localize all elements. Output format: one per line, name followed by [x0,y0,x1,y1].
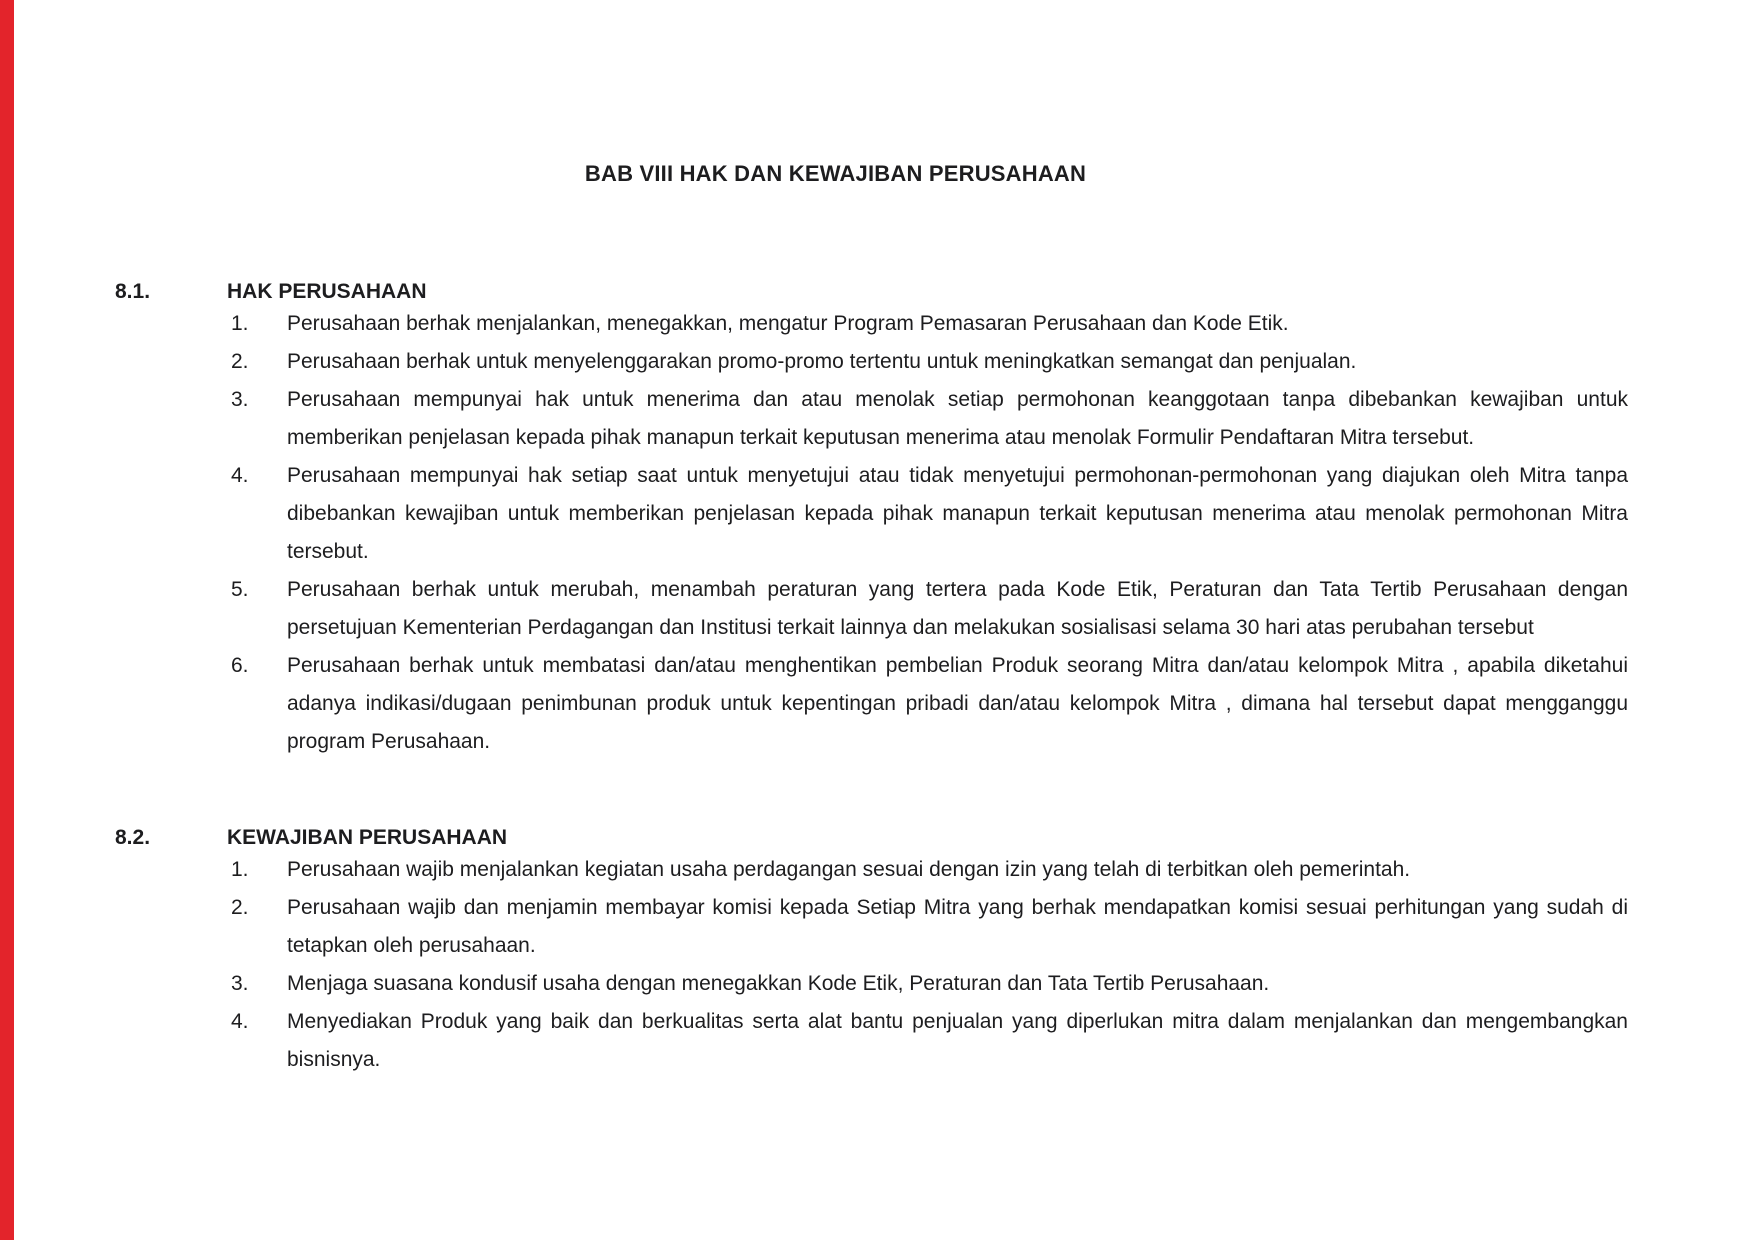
section-number: 8.2. [115,826,151,849]
section-item-list [115,305,1628,761]
section-kewajiban-perusahaan [115,825,1628,1079]
list-item-text: Menyediakan Produk yang baik dan berkualitas serta alat bantu penjualan yang diperlukan mitra dalam menjalankan dan mengembangkan bisnisnya. [287,1010,1628,1071]
list-item-text: Perusahaan berhak untuk menyelenggarakan promo-promo tertentu untuk meningkatkan semangat dan penjualan. [287,350,1357,373]
list-item-number: 6. [231,654,249,677]
list-item-number: 2. [231,350,249,373]
list-item-text: Perusahaan wajib dan menjamin membayar komisi kepada Setiap Mitra yang berhak mendapatkan komisi sesuai perhitungan yang sudah di tetapkan oleh perusahaan. [287,896,1628,957]
list-item-number: 4. [231,464,249,487]
section-heading: HAK PERUSAHAAN [227,280,427,303]
list-item [115,457,1628,571]
list-item [115,1003,1628,1079]
list-item-number: 4. [231,1010,249,1033]
list-item-number: 1. [231,858,249,881]
list-item [115,305,1628,343]
list-item [115,851,1628,889]
list-item-number: 5. [231,578,249,601]
list-item-text: Perusahaan wajib menjalankan kegiatan usaha perdagangan sesuai dengan izin yang telah di terbitkan oleh pemerintah. [287,858,1411,881]
section-item-list [115,851,1628,1079]
list-item-text: Perusahaan mempunyai hak setiap saat untuk menyetujui atau tidak menyetujui permohonan-permohonan yang diajukan oleh Mitra tanpa dibebankan kewajiban untuk memberikan penjelasan kepada pihak manapun terkait keputusan menerima atau menolak permohonan Mitra tersebut. [287,464,1628,563]
list-item-number: 3. [231,388,249,411]
list-item [115,381,1628,457]
list-item-number: 2. [231,896,249,919]
list-item [115,343,1628,381]
list-item-number: 1. [231,312,249,335]
list-item-text: Menjaga suasana kondusif usaha dengan menegakkan Kode Etik, Peraturan dan Tata Tertib Perusahaan. [287,972,1270,995]
list-item-text: Perusahaan berhak menjalankan, menegakkan, mengatur Program Pemasaran Perusahaan dan Kode Etik. [287,312,1289,335]
list-item-number: 3. [231,972,249,995]
left-edge-red-stripe [0,0,14,1240]
section-hak-perusahaan [115,279,1628,761]
section-header [115,279,1628,305]
chapter-title: BAB VIII HAK DAN KEWAJIBAN PERUSAHAAN [584,161,1087,186]
list-item-text: Perusahaan berhak untuk merubah, menambah peraturan yang tertera pada Kode Etik, Peraturan dan Tata Tertib Perusahaan dengan persetujuan Kementerian Perdagangan dan Institusi terkait lainnya dan melakukan sosialisasi selama 30 hari atas perubahan tersebut [287,578,1628,639]
list-item-text: Perusahaan berhak untuk membatasi dan/atau menghentikan pembelian Produk seorang Mitra dan/atau kelompok Mitra , apabila diketahui adanya indikasi/dugaan penimbunan produk untuk kepentingan pribadi dan/atau kelompok Mitra , dimana hal tersebut dapat mengganggu program Perusahaan. [287,654,1628,753]
list-item [115,647,1628,761]
list-item [115,889,1628,965]
list-item [115,571,1628,647]
section-header [115,825,1628,851]
section-heading: KEWAJIBAN PERUSAHAAN [227,826,508,849]
list-item-text: Perusahaan mempunyai hak untuk menerima dan atau menolak setiap permohonan keanggotaan tanpa dibebankan kewajiban untuk memberikan penjelasan kepada pihak manapun terkait keputusan menerima atau menolak Formulir Pendaftaran Mitra tersebut. [287,388,1628,449]
list-item [115,965,1628,1003]
section-number: 8.1. [115,280,151,303]
